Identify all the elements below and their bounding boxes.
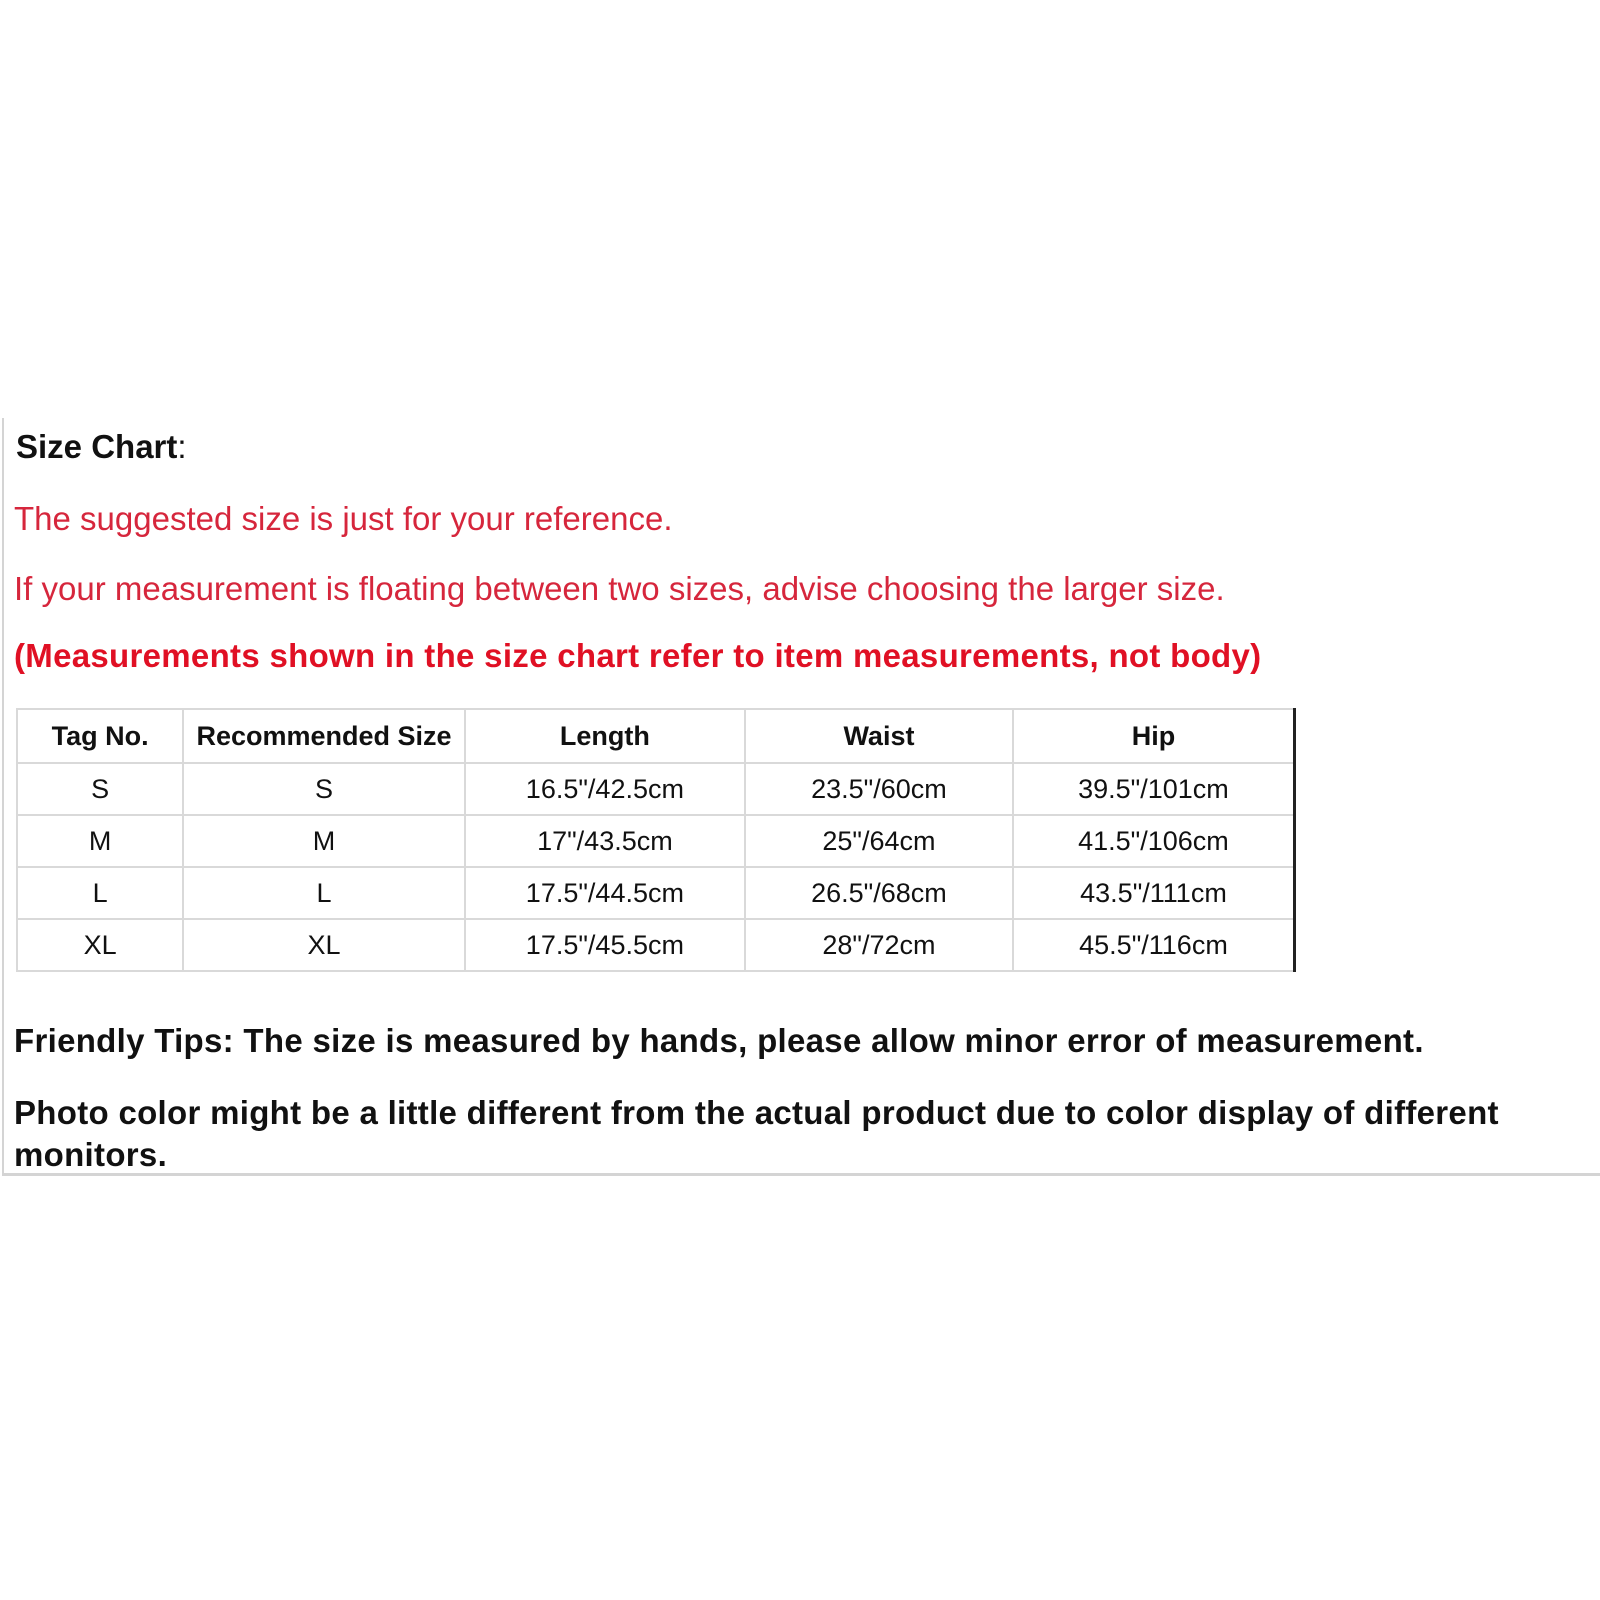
- cell-tag-no: XL: [17, 919, 183, 971]
- cell-length: 17"/43.5cm: [465, 815, 745, 867]
- cell-hip: 39.5"/101cm: [1013, 763, 1295, 815]
- table-row: [17, 919, 1295, 971]
- measurement-disclaimer: (Measurements shown in the size chart refer to item measurements, not body): [14, 637, 1262, 674]
- size-chart-title: [16, 428, 187, 466]
- title-text: Size Chart: [16, 428, 178, 465]
- cell-recommended-size: L: [183, 867, 465, 919]
- reference-note: The suggested size is just for your reference.: [14, 500, 673, 537]
- table-header-row: [17, 709, 1295, 763]
- color-disclaimer: Photo color might be a little different from the actual product due to color display of different monitors.: [14, 1094, 1499, 1173]
- table-row: [17, 815, 1295, 867]
- cell-tag-no: L: [17, 867, 183, 919]
- cell-length: 17.5"/45.5cm: [465, 919, 745, 971]
- cell-waist: 25"/64cm: [745, 815, 1013, 867]
- table-row: [17, 867, 1295, 919]
- cell-tag-no: M: [17, 815, 183, 867]
- header-hip: Hip: [1013, 709, 1295, 763]
- cell-length: 17.5"/44.5cm: [465, 867, 745, 919]
- cell-length: 16.5"/42.5cm: [465, 763, 745, 815]
- cell-recommended-size: M: [183, 815, 465, 867]
- cell-waist: 23.5"/60cm: [745, 763, 1013, 815]
- title-colon: :: [177, 428, 187, 465]
- sizing-advice-note: If your measurement is floating between two sizes, advise choosing the larger size.: [14, 570, 1225, 607]
- header-length: Length: [465, 709, 745, 763]
- cell-waist: 26.5"/68cm: [745, 867, 1013, 919]
- header-recommended-size: Recommended Size: [183, 709, 465, 763]
- cell-recommended-size: XL: [183, 919, 465, 971]
- table-row: [17, 763, 1295, 815]
- header-tag-no: Tag No.: [17, 709, 183, 763]
- cell-tag-no: S: [17, 763, 183, 815]
- cell-hip: 45.5"/116cm: [1013, 919, 1295, 971]
- cell-hip: 41.5"/106cm: [1013, 815, 1295, 867]
- size-table: [16, 708, 1296, 972]
- header-waist: Waist: [745, 709, 1013, 763]
- friendly-tips: Friendly Tips: The size is measured by hands, please allow minor error of measurement.: [14, 1022, 1424, 1059]
- cell-hip: 43.5"/111cm: [1013, 867, 1295, 919]
- cell-recommended-size: S: [183, 763, 465, 815]
- cell-waist: 28"/72cm: [745, 919, 1013, 971]
